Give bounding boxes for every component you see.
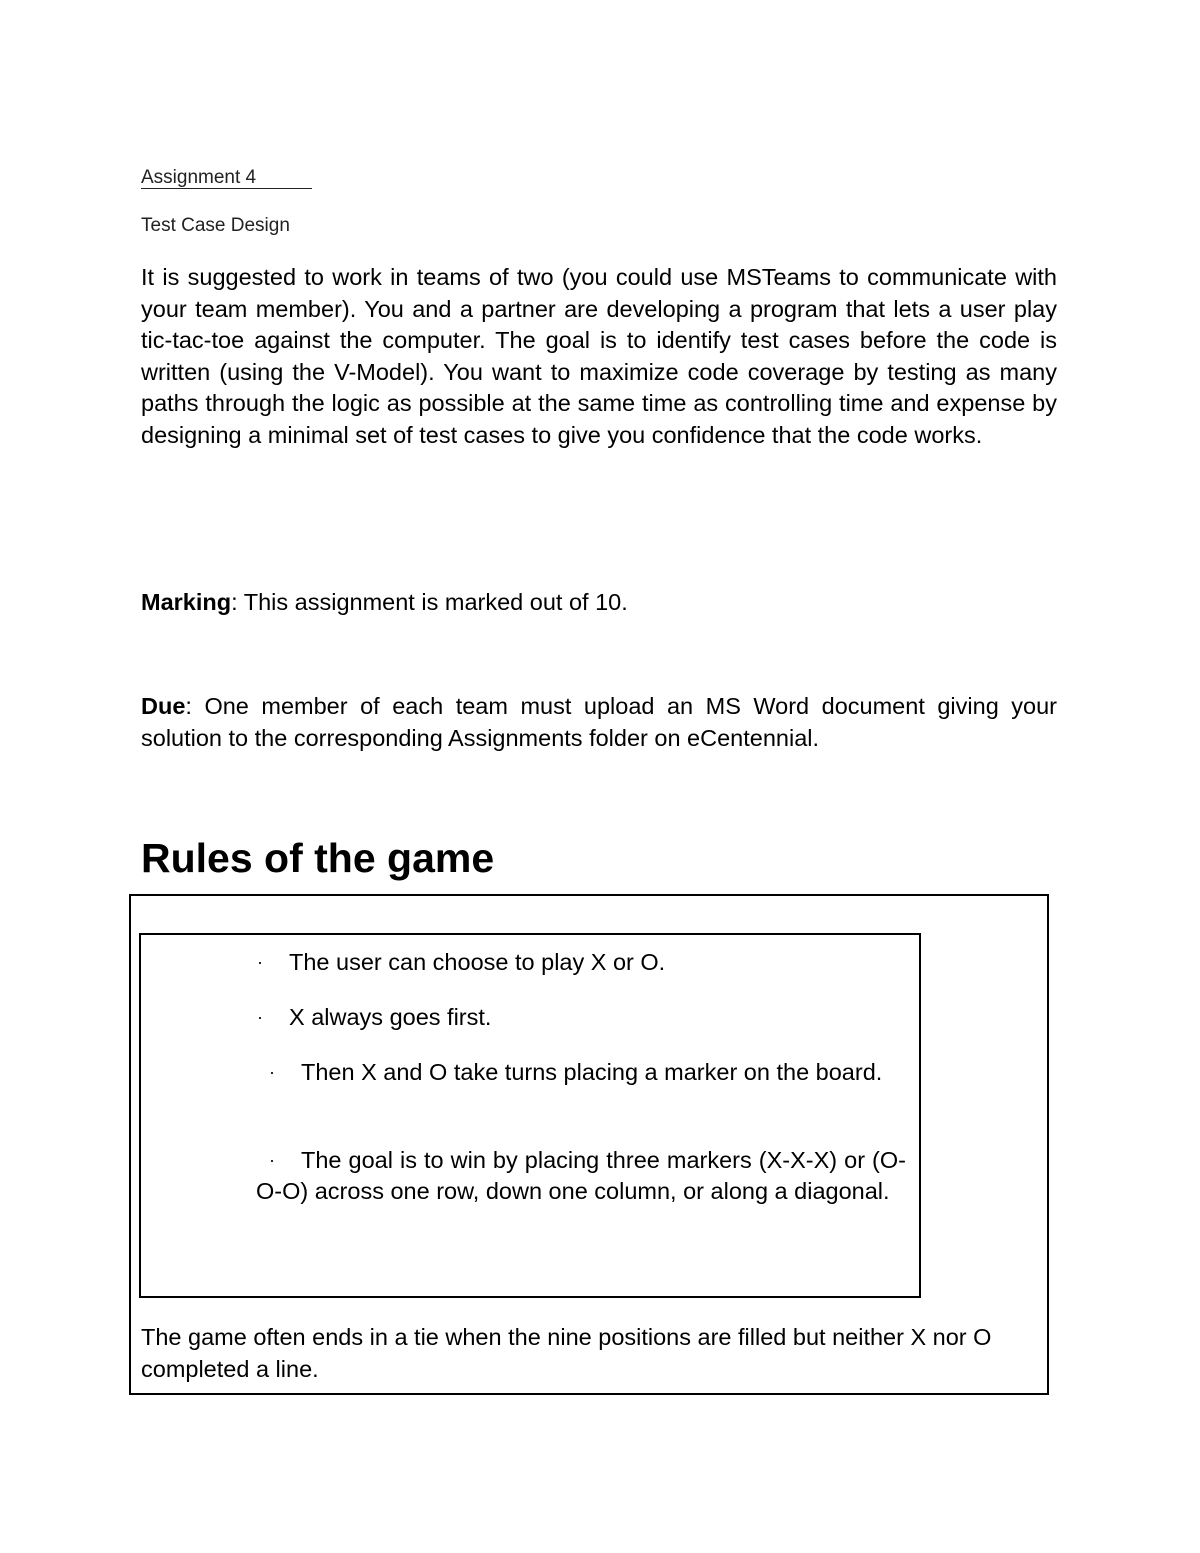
rule-item-text: The user can choose to play X or O. (289, 949, 666, 975)
marking-text: : This assignment is marked out of 10. (231, 589, 628, 615)
bullet-icon: · (257, 1007, 263, 1027)
rule-item (256, 1002, 906, 1033)
rule-item (256, 1057, 906, 1088)
rule-item (256, 947, 906, 978)
rules-inner-box (139, 933, 921, 1298)
bullet-icon: · (269, 1150, 275, 1170)
intro-paragraph: It is suggested to work in teams of two (you could use MSTeams to communicate with your team member). You and a partner are developing a program that lets a user play tic-tac-toe against the computer. The goal is to identify test cases before the code is written (using the V-Model). You want to maximize code coverage by testing as many paths through the logic as possible at the same time as controlling time and expense by designing a minimal set of test cases to give you confidence that the code works. (141, 264, 1057, 448)
marking-paragraph (141, 587, 1057, 619)
rule-item-text: X always goes first. (289, 1004, 492, 1030)
rule-item (256, 1145, 906, 1207)
assignment-title-text: Assignment 4 (141, 166, 260, 190)
rule-item-text: The goal is to win by placing three markers (X-X-X) or (O-O-O) across one row, down one column, or along a diagonal. (256, 1147, 906, 1204)
due-paragraph (141, 690, 1057, 754)
rule-item-text: Then X and O take turns placing a marker on the board. (301, 1059, 883, 1085)
bullet-icon: · (257, 952, 263, 972)
tie-note: The game often ends in a tie when the nine positions are filled but neither X nor O completed a line. (141, 1324, 992, 1382)
due-text: : One member of each team must upload an MS Word document giving your solution to the corresponding Assignments folder on eCentennial. (141, 693, 1057, 751)
assignment-title (141, 166, 260, 190)
rules-heading: Rules of the game (141, 835, 495, 881)
bullet-icon: · (269, 1062, 275, 1082)
due-label: Due (141, 693, 186, 719)
assignment-topic: Test Case Design (141, 215, 290, 236)
marking-label: Marking (141, 589, 232, 615)
